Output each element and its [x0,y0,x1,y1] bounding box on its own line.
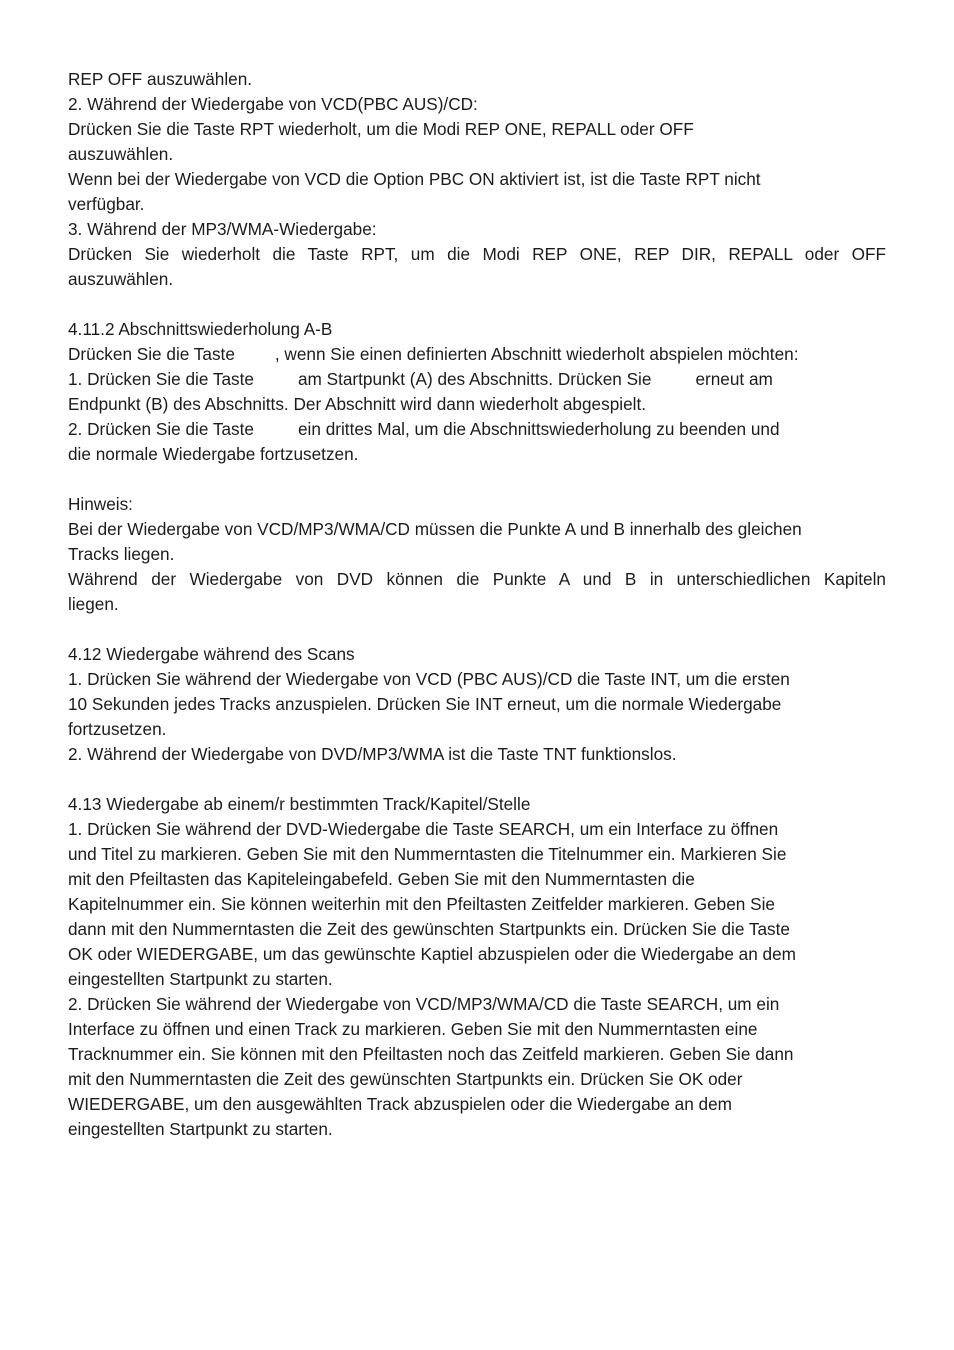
text-line [68,342,886,367]
text-line: 10 Sekunden jedes Tracks anzuspielen. Drücken Sie INT erneut, um die normale Wiedergabe [68,694,782,714]
paragraph-spacer [68,617,886,642]
text-segment: , wenn Sie einen definierten Abschnitt wiederholt abspielen möchten: [274,344,799,364]
text-line: mit den Pfeiltasten das Kapiteleingabefeld. Geben Sie mit den Nummerntasten die [68,869,695,889]
paragraph-spacer [68,292,886,317]
text-segment: Drücken Sie die Taste [68,344,235,364]
text-line: liegen. [68,594,119,614]
text-line: Tracknummer ein. Sie können mit den Pfeiltasten noch das Zeitfeld markieren. Geben Sie dann [68,1044,794,1064]
text-segment: am Startpunkt (A) des Abschnitts. Drücken Sie [297,369,652,389]
text-line: Drücken Sie die Taste RPT wiederholt, um die Modi REP ONE, REPALL oder OFF [68,119,694,139]
text-line: Drücken Sie wiederholt die Taste RPT, um die Modi REP ONE, REP DIR, REPALL oder OFF [68,244,886,264]
text-line: OK oder WIEDERGABE, um das gewünschte Kaptiel abzuspielen oder die Wiedergabe an dem [68,944,796,964]
text-line: Tracks liegen. [68,544,175,564]
text-line: REP OFF auszuwählen. [68,69,253,89]
section-heading-search: 4.13 Wiedergabe ab einem/r bestimmten Track/Kapitel/Stelle [68,794,531,814]
text-line: eingestellten Startpunkt zu starten. [68,1119,333,1139]
text-line: dann mit den Nummerntasten die Zeit des gewünschten Startpunkts ein. Drücken Sie die Taste [68,919,790,939]
text-segment: 2. Drücken Sie die Taste [68,419,254,439]
text-line: die normale Wiedergabe fortzusetzen. [68,444,359,464]
text-line: verfügbar. [68,194,145,214]
list-item-vcd-repeat: 2. Während der Wiedergabe von VCD(PBC AUS)/CD: [68,94,478,114]
text-line: Wenn bei der Wiedergabe von VCD die Option PBC ON aktiviert ist, ist die Taste RPT nicht [68,169,761,189]
section-heading-ab-repeat: 4.11.2 Abschnittswiederholung A-B [68,319,333,339]
paragraph-spacer [68,767,886,792]
text-line: Endpunkt (B) des Abschnitts. Der Abschnitt wird dann wiederholt abgespielt. [68,394,647,414]
text-line: Während der Wiedergabe von DVD können die Punkte A und B in unterschiedlichen Kapiteln [68,569,886,589]
text-line: Bei der Wiedergabe von VCD/MP3/WMA/CD müssen die Punkte A und B innerhalb des gleichen [68,519,802,539]
text-line: 1. Drücken Sie während der DVD-Wiedergabe die Taste SEARCH, um ein Interface zu öffnen [68,819,779,839]
list-item-mp3-repeat: 3. Während der MP3/WMA-Wiedergabe: [68,219,377,239]
text-line: Interface zu öffnen und einen Track zu markieren. Geben Sie mit den Nummerntasten eine [68,1019,758,1039]
text-line: mit den Nummerntasten die Zeit des gewünschten Startpunkts ein. Drücken Sie OK oder [68,1069,743,1089]
text-line: 2. Während der Wiedergabe von DVD/MP3/WMA ist die Taste TNT funktionslos. [68,744,677,764]
text-segment: 1. Drücken Sie die Taste [68,369,254,389]
text-line: und Titel zu markieren. Geben Sie mit den Nummerntasten die Titelnummer ein. Markieren Sie [68,844,787,864]
text-line: eingestellten Startpunkt zu starten. [68,969,333,989]
text-line: fortzusetzen. [68,719,167,739]
text-line: Kapitelnummer ein. Sie können weiterhin mit den Pfeiltasten Zeitfelder markieren. Geben Sie [68,894,775,914]
document-page [68,67,886,1142]
text-line: auszuwählen. [68,144,174,164]
note-heading: Hinweis: [68,494,133,514]
section-heading-scan: 4.12 Wiedergabe während des Scans [68,644,355,664]
text-segment: erneut am [695,369,773,389]
text-line [68,417,886,442]
paragraph-spacer [68,467,886,492]
text-line: auszuwählen. [68,269,174,289]
text-line: WIEDERGABE, um den ausgewählten Track abzuspielen oder die Wiedergabe an dem [68,1094,732,1114]
text-line: 1. Drücken Sie während der Wiedergabe von VCD (PBC AUS)/CD die Taste INT, um die ersten [68,669,790,689]
text-line: 2. Drücken Sie während der Wiedergabe von VCD/MP3/WMA/CD die Taste SEARCH, um ein [68,994,780,1014]
text-segment: ein drittes Mal, um die Abschnittswiederholung zu beenden und [297,419,780,439]
text-line [68,367,886,392]
